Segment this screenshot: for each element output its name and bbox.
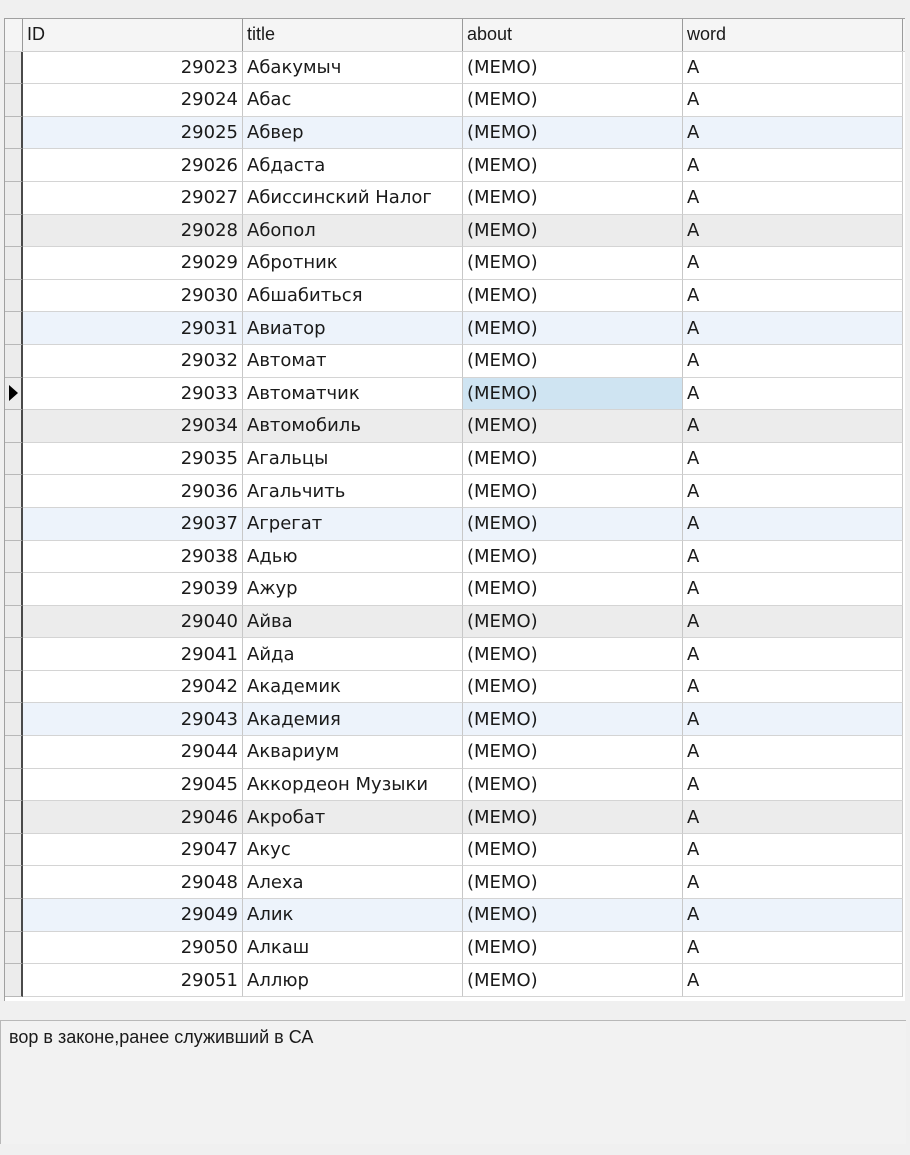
row-indicator[interactable] bbox=[5, 84, 23, 117]
cell-id[interactable]: 29045 bbox=[23, 769, 243, 802]
header-corner[interactable] bbox=[5, 19, 23, 51]
row-indicator[interactable] bbox=[5, 573, 23, 606]
cell-id[interactable]: 29030 bbox=[23, 280, 243, 313]
table-row[interactable] bbox=[5, 866, 905, 899]
cell-id[interactable]: 29035 bbox=[23, 443, 243, 476]
cell-word[interactable]: А bbox=[683, 932, 903, 965]
row-indicator[interactable] bbox=[5, 866, 23, 899]
cell-about[interactable]: (MEMO) bbox=[463, 736, 683, 769]
cell-word[interactable]: А bbox=[683, 52, 903, 85]
cell-about[interactable]: (MEMO) bbox=[463, 964, 683, 997]
table-row[interactable] bbox=[5, 378, 905, 411]
table-row[interactable] bbox=[5, 736, 905, 769]
cell-title[interactable]: Автоматчик bbox=[243, 378, 463, 411]
cell-title[interactable]: Адью bbox=[243, 541, 463, 574]
cell-about[interactable]: (MEMO) bbox=[463, 410, 683, 443]
cell-title[interactable]: Алеха bbox=[243, 866, 463, 899]
cell-about[interactable]: (MEMO) bbox=[463, 508, 683, 541]
table-row[interactable] bbox=[5, 899, 905, 932]
row-indicator[interactable] bbox=[5, 508, 23, 541]
row-indicator[interactable] bbox=[5, 736, 23, 769]
row-indicator[interactable] bbox=[5, 149, 23, 182]
table-row[interactable] bbox=[5, 606, 905, 639]
cell-word[interactable]: А bbox=[683, 345, 903, 378]
cell-title[interactable]: Аквариум bbox=[243, 736, 463, 769]
table-row[interactable] bbox=[5, 475, 905, 508]
grid-body bbox=[5, 52, 905, 997]
cell-title[interactable]: Агрегат bbox=[243, 508, 463, 541]
cell-about[interactable]: (MEMO) bbox=[463, 215, 683, 248]
cell-about[interactable]: (MEMO) bbox=[463, 443, 683, 476]
cell-about[interactable]: (MEMO) bbox=[463, 182, 683, 215]
cell-word[interactable]: А bbox=[683, 475, 903, 508]
cell-word[interactable]: А bbox=[683, 671, 903, 704]
cell-id[interactable]: 29034 bbox=[23, 410, 243, 443]
cell-word[interactable]: А bbox=[683, 703, 903, 736]
row-indicator[interactable] bbox=[5, 345, 23, 378]
cell-about[interactable]: (MEMO) bbox=[463, 769, 683, 802]
memo-panel[interactable] bbox=[0, 1020, 906, 1144]
cell-title[interactable]: Агальцы bbox=[243, 443, 463, 476]
cell-id[interactable]: 29051 bbox=[23, 964, 243, 997]
table-row[interactable] bbox=[5, 247, 905, 280]
row-indicator[interactable] bbox=[5, 703, 23, 736]
cell-id[interactable]: 29025 bbox=[23, 117, 243, 150]
cell-word[interactable]: А bbox=[683, 736, 903, 769]
table-row[interactable] bbox=[5, 964, 905, 997]
column-header-title[interactable]: title bbox=[243, 19, 463, 51]
cell-about[interactable]: (MEMO) bbox=[463, 280, 683, 313]
cell-word[interactable]: А bbox=[683, 964, 903, 997]
row-indicator[interactable] bbox=[5, 899, 23, 932]
row-indicator[interactable] bbox=[5, 769, 23, 802]
cell-word[interactable]: А bbox=[683, 410, 903, 443]
cell-word[interactable]: А bbox=[683, 573, 903, 606]
cell-about[interactable]: (MEMO) bbox=[463, 312, 683, 345]
table-row[interactable] bbox=[5, 345, 905, 378]
row-indicator[interactable] bbox=[5, 378, 23, 411]
cell-id[interactable]: 29049 bbox=[23, 899, 243, 932]
cell-title[interactable]: Алкаш bbox=[243, 932, 463, 965]
column-header-about[interactable]: about bbox=[463, 19, 683, 51]
cell-about[interactable]: (MEMO) bbox=[463, 84, 683, 117]
table-row[interactable] bbox=[5, 573, 905, 606]
cell-title[interactable]: Айда bbox=[243, 638, 463, 671]
cell-title[interactable]: Аллюр bbox=[243, 964, 463, 997]
cell-about[interactable]: (MEMO) bbox=[463, 378, 683, 411]
table-row[interactable] bbox=[5, 149, 905, 182]
row-indicator[interactable] bbox=[5, 52, 23, 85]
row-indicator[interactable] bbox=[5, 182, 23, 215]
cell-about[interactable]: (MEMO) bbox=[463, 866, 683, 899]
cell-title[interactable]: Ажур bbox=[243, 573, 463, 606]
table-row[interactable] bbox=[5, 541, 905, 574]
table-row[interactable] bbox=[5, 932, 905, 965]
cell-id[interactable]: 29028 bbox=[23, 215, 243, 248]
row-indicator[interactable] bbox=[5, 932, 23, 965]
row-indicator[interactable] bbox=[5, 801, 23, 834]
cell-about[interactable]: (MEMO) bbox=[463, 801, 683, 834]
table-row[interactable] bbox=[5, 801, 905, 834]
cell-id[interactable]: 29046 bbox=[23, 801, 243, 834]
cell-id[interactable]: 29044 bbox=[23, 736, 243, 769]
table-row[interactable] bbox=[5, 834, 905, 867]
cell-title[interactable]: Авиатор bbox=[243, 312, 463, 345]
cell-word[interactable]: А bbox=[683, 508, 903, 541]
cell-word[interactable]: А bbox=[683, 378, 903, 411]
row-indicator[interactable] bbox=[5, 606, 23, 639]
cell-id[interactable]: 29048 bbox=[23, 866, 243, 899]
cell-about[interactable]: (MEMO) bbox=[463, 573, 683, 606]
cell-title[interactable]: Абопол bbox=[243, 215, 463, 248]
row-indicator[interactable] bbox=[5, 475, 23, 508]
cell-title[interactable]: Абшабиться bbox=[243, 280, 463, 313]
cell-title[interactable]: Акробат bbox=[243, 801, 463, 834]
cell-word[interactable]: А bbox=[683, 769, 903, 802]
row-indicator[interactable] bbox=[5, 964, 23, 997]
column-header-id[interactable]: ID bbox=[23, 19, 243, 51]
cell-about[interactable]: (MEMO) bbox=[463, 345, 683, 378]
cell-id[interactable]: 29024 bbox=[23, 84, 243, 117]
cell-id[interactable]: 29023 bbox=[23, 52, 243, 85]
cell-id[interactable]: 29039 bbox=[23, 573, 243, 606]
table-row[interactable] bbox=[5, 84, 905, 117]
cell-word[interactable]: А bbox=[683, 443, 903, 476]
row-indicator[interactable] bbox=[5, 410, 23, 443]
table-row[interactable] bbox=[5, 52, 905, 85]
table-row[interactable] bbox=[5, 769, 905, 802]
cell-id[interactable]: 29047 bbox=[23, 834, 243, 867]
cell-id[interactable]: 29038 bbox=[23, 541, 243, 574]
row-indicator[interactable] bbox=[5, 280, 23, 313]
cell-word[interactable]: А bbox=[683, 84, 903, 117]
cell-word[interactable]: А bbox=[683, 182, 903, 215]
cell-id[interactable]: 29032 bbox=[23, 345, 243, 378]
row-indicator[interactable] bbox=[5, 443, 23, 476]
cell-about[interactable]: (MEMO) bbox=[463, 247, 683, 280]
cell-about[interactable]: (MEMO) bbox=[463, 703, 683, 736]
cell-about[interactable]: (MEMO) bbox=[463, 671, 683, 704]
cell-title[interactable]: Аккордеон Музыки bbox=[243, 769, 463, 802]
row-indicator[interactable] bbox=[5, 834, 23, 867]
cell-id[interactable]: 29043 bbox=[23, 703, 243, 736]
table-row[interactable] bbox=[5, 312, 905, 345]
table-row[interactable] bbox=[5, 280, 905, 313]
cell-about[interactable]: (MEMO) bbox=[463, 475, 683, 508]
current-row-arrow-icon bbox=[9, 385, 18, 401]
cell-title[interactable]: Автомат bbox=[243, 345, 463, 378]
table-row[interactable] bbox=[5, 215, 905, 248]
cell-about[interactable]: (MEMO) bbox=[463, 52, 683, 85]
cell-word[interactable]: А bbox=[683, 312, 903, 345]
cell-word[interactable]: А bbox=[683, 899, 903, 932]
cell-about[interactable]: (MEMO) bbox=[463, 606, 683, 639]
cell-title[interactable]: Абротник bbox=[243, 247, 463, 280]
memo-text: вор в законе,ранее служивший в СА bbox=[9, 1027, 314, 1047]
cell-id[interactable]: 29026 bbox=[23, 149, 243, 182]
cell-about[interactable]: (MEMO) bbox=[463, 541, 683, 574]
row-indicator[interactable] bbox=[5, 671, 23, 704]
cell-title[interactable]: Автомобиль bbox=[243, 410, 463, 443]
cell-title[interactable]: Абвер bbox=[243, 117, 463, 150]
cell-about[interactable]: (MEMO) bbox=[463, 834, 683, 867]
row-indicator[interactable] bbox=[5, 638, 23, 671]
column-header-word[interactable]: word bbox=[683, 19, 903, 51]
cell-id[interactable]: 29041 bbox=[23, 638, 243, 671]
cell-id[interactable]: 29037 bbox=[23, 508, 243, 541]
cell-word[interactable]: А bbox=[683, 117, 903, 150]
cell-title[interactable]: Абдаста bbox=[243, 149, 463, 182]
cell-id[interactable]: 29040 bbox=[23, 606, 243, 639]
cell-word[interactable]: А bbox=[683, 801, 903, 834]
cell-about[interactable]: (MEMO) bbox=[463, 899, 683, 932]
cell-id[interactable]: 29036 bbox=[23, 475, 243, 508]
cell-title[interactable]: Алик bbox=[243, 899, 463, 932]
cell-title[interactable]: Академия bbox=[243, 703, 463, 736]
cell-word[interactable]: А bbox=[683, 280, 903, 313]
table-row[interactable] bbox=[5, 443, 905, 476]
cell-word[interactable]: А bbox=[683, 541, 903, 574]
cell-about[interactable]: (MEMO) bbox=[463, 117, 683, 150]
table-row[interactable] bbox=[5, 703, 905, 736]
cell-title[interactable]: Абас bbox=[243, 84, 463, 117]
cell-id[interactable]: 29033 bbox=[23, 378, 243, 411]
row-indicator[interactable] bbox=[5, 215, 23, 248]
grid-header bbox=[5, 19, 905, 52]
cell-about[interactable]: (MEMO) bbox=[463, 149, 683, 182]
cell-id[interactable]: 29031 bbox=[23, 312, 243, 345]
cell-word[interactable]: А bbox=[683, 638, 903, 671]
cell-title[interactable]: Академик bbox=[243, 671, 463, 704]
data-grid[interactable] bbox=[4, 18, 905, 1001]
row-indicator[interactable] bbox=[5, 541, 23, 574]
table-row[interactable] bbox=[5, 508, 905, 541]
cell-word[interactable]: А bbox=[683, 834, 903, 867]
cell-title[interactable]: Абиссинский Налог bbox=[243, 182, 463, 215]
cell-title[interactable]: Айва bbox=[243, 606, 463, 639]
row-indicator[interactable] bbox=[5, 117, 23, 150]
table-row[interactable] bbox=[5, 182, 905, 215]
row-indicator[interactable] bbox=[5, 247, 23, 280]
cell-word[interactable]: А bbox=[683, 247, 903, 280]
cell-word[interactable]: А bbox=[683, 149, 903, 182]
table-row[interactable] bbox=[5, 671, 905, 704]
cell-title[interactable]: Абакумыч bbox=[243, 52, 463, 85]
cell-about[interactable]: (MEMO) bbox=[463, 638, 683, 671]
table-row[interactable] bbox=[5, 410, 905, 443]
cell-id[interactable]: 29027 bbox=[23, 182, 243, 215]
cell-word[interactable]: А bbox=[683, 215, 903, 248]
table-row[interactable] bbox=[5, 638, 905, 671]
cell-id[interactable]: 29029 bbox=[23, 247, 243, 280]
cell-title[interactable]: Акус bbox=[243, 834, 463, 867]
table-row[interactable] bbox=[5, 117, 905, 150]
cell-id[interactable]: 29042 bbox=[23, 671, 243, 704]
cell-word[interactable]: А bbox=[683, 866, 903, 899]
cell-about[interactable]: (MEMO) bbox=[463, 932, 683, 965]
cell-title[interactable]: Агальчить bbox=[243, 475, 463, 508]
row-indicator[interactable] bbox=[5, 312, 23, 345]
cell-word[interactable]: А bbox=[683, 606, 903, 639]
cell-id[interactable]: 29050 bbox=[23, 932, 243, 965]
